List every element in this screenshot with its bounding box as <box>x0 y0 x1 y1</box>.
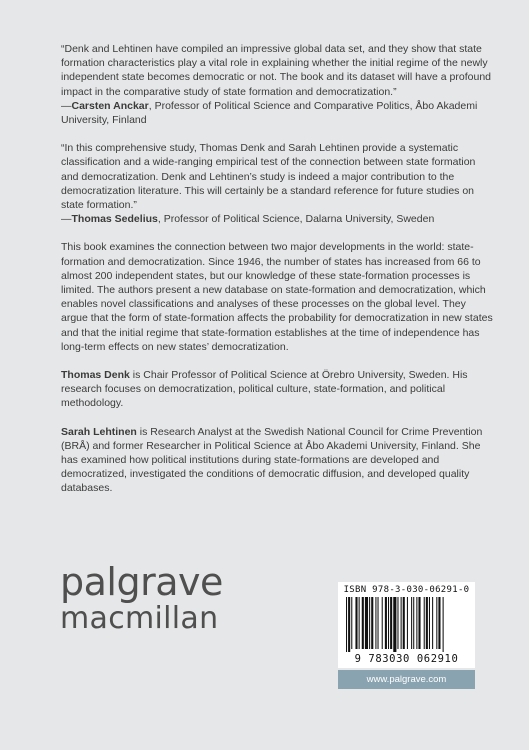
quote-1-affiliation: , Professor of Political Science and Comparative Politics, Åbo Akademi University, Finland <box>61 99 478 127</box>
publisher-url[interactable]: www.palgrave.com <box>338 670 475 689</box>
barcode-bar <box>362 597 364 649</box>
quote-1-text: “Denk and Lehtinen have compiled an impressive global data set, and they show that state formation characteristics play a vital role in explaining whether the initial regime of the newly independent state becomes democratic or not. The book and its dataset will have a profound impact in the comparative study of state formation and democratization.” <box>61 43 491 98</box>
barcode-bar <box>397 597 398 649</box>
book-description: This book examines the connection between two major developments in the world: state-formation and democratization. Since 1946, the number of states has increased from 66 to almost 200 independent states, but our knowledge of these state-formation processes is limited. The authors present a new database on state-formation and democratization, which enables novel classifications and analyses of these processes on the global level. They argue that the form of state-formation affects the probability for democratization in new states and that the initial regime that state-formation establishes at the time of independence has long-term effects on new states’ democratization. <box>61 241 493 353</box>
barcode-bar <box>385 597 387 649</box>
barcode-bar <box>351 597 352 649</box>
author-bio-1 <box>61 368 495 411</box>
barcode-bar <box>378 597 379 649</box>
palgrave-macmillan-logo <box>60 562 260 636</box>
isbn-barcode <box>338 582 475 668</box>
endorsement-quote-2 <box>61 141 495 226</box>
back-cover-text <box>61 42 495 510</box>
barcode-bar <box>359 597 360 649</box>
endorsement-quote-1 <box>61 42 495 127</box>
author-1-name: Thomas Denk <box>61 369 130 382</box>
barcode-bar <box>365 597 368 649</box>
barcode-bar <box>429 597 430 649</box>
barcode-bar <box>388 597 389 649</box>
barcode-bar <box>390 597 392 649</box>
quote-2-affiliation: , Professor of Political Science, Dalarna University, Sweden <box>157 213 435 226</box>
barcode-bar <box>407 597 408 649</box>
quote-1-author: Carsten Anckar <box>71 99 149 112</box>
barcode-bar <box>382 597 383 649</box>
barcode-bar <box>436 597 437 649</box>
barcode-bar <box>411 597 412 649</box>
logo-palgrave: palgrave <box>60 560 223 604</box>
quote-2-author: Thomas Sedelius <box>71 213 158 226</box>
barcode-bars <box>346 597 467 652</box>
author-1-bio-text: is Chair Professor of Political Science at Örebro University, Sweden. His research focuses on democratization, political culture, state-formation, and political methodology. <box>61 369 468 410</box>
barcode-number: 9 783030 062910 <box>354 653 459 665</box>
quote-1-attribution: —Carsten Anckar, Professor of Political Science and Comparative Politics, Åbo Akademi University, Finland <box>61 99 478 127</box>
barcode-bar <box>418 597 420 649</box>
barcode-bar <box>355 597 357 649</box>
barcode-bar <box>443 597 444 652</box>
barcode-bar <box>375 597 376 649</box>
barcode-bar <box>403 597 405 649</box>
barcode-bar <box>369 597 370 649</box>
author-bio-2 <box>61 425 495 496</box>
barcode-bar <box>371 597 373 649</box>
barcode-bar <box>432 597 433 649</box>
author-2-name: Sarah Lehtinen <box>61 425 137 438</box>
barcode-bar <box>346 597 347 652</box>
quote-2-text: “In this comprehensive study, Thomas Denk and Sarah Lehtinen provide a systematic classification and a wide-ranging empirical test of the connection between state formation and democratization. Denk and Lehtinen’s study is indeed a major contribution to the democratization literature. This will certainly be a standard reference for future studies on state formation.” <box>61 142 476 212</box>
barcode-bar <box>438 597 440 649</box>
barcode-bar <box>401 597 402 649</box>
logo-macmillan: macmillan <box>60 601 219 636</box>
quote-2-attribution: —Thomas Sedelius, Professor of Political Science, Dalarna University, Sweden <box>61 213 435 226</box>
barcode-bar <box>426 597 428 649</box>
barcode-bar <box>348 597 350 652</box>
isbn-label: ISBN 978-3-030-06291-0 <box>343 585 470 595</box>
barcode-bar <box>424 597 425 649</box>
barcode-bar <box>393 597 396 652</box>
barcode-bar <box>413 597 414 649</box>
author-2-bio-text: is Research Analyst at the Swedish National Council for Crime Prevention (BRÅ) and former Researcher in Political Science at Åbo Akademi University, Finland. She has examined how political institutions during state-formations are developed and democratized, investigated the conditions of democratic diffusion, and developed quality databases. <box>61 425 483 495</box>
barcode-bar <box>416 597 417 649</box>
